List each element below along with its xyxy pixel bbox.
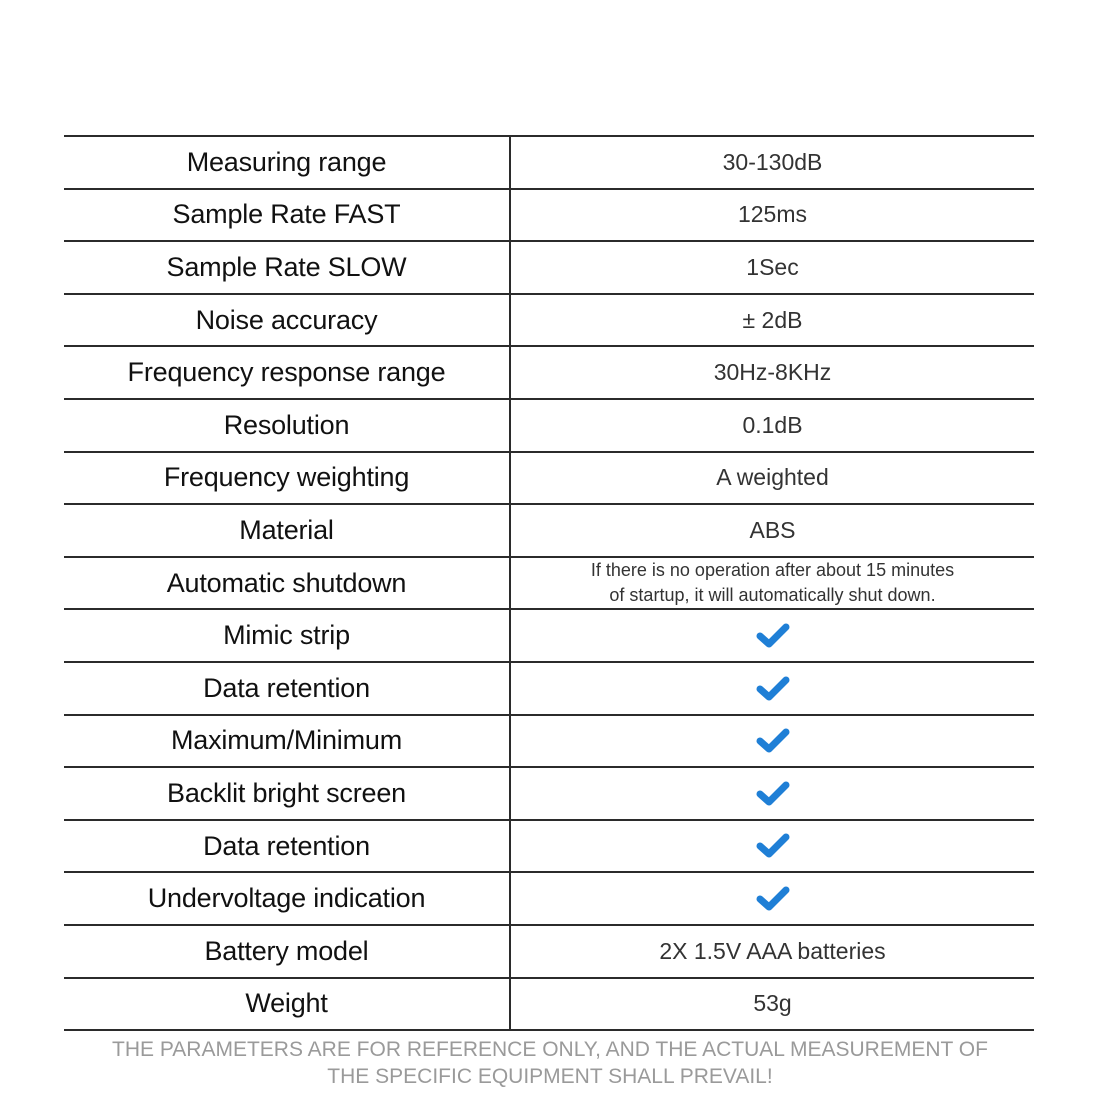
spec-label: Mimic strip: [64, 609, 510, 662]
spec-value: 2X 1.5V AAA batteries: [510, 925, 1034, 978]
spec-label: Backlit bright screen: [64, 767, 510, 820]
spec-label: Sample Rate SLOW: [64, 241, 510, 294]
spec-value: [510, 662, 1034, 715]
spec-value: ± 2dB: [510, 294, 1034, 347]
spec-row-maximum-minimum: [64, 715, 1034, 768]
spec-label: Undervoltage indication: [64, 872, 510, 925]
spec-value: 30-130dB: [510, 136, 1034, 189]
spec-value: [510, 820, 1034, 873]
spec-value: [510, 609, 1034, 662]
spec-label: Frequency weighting: [64, 452, 510, 505]
disclaimer-line: THE PARAMETERS ARE FOR REFERENCE ONLY, AND THE ACTUAL MEASUREMENT OF: [112, 1038, 988, 1061]
disclaimer-line: THE SPECIFIC EQUIPMENT SHALL PREVAIL!: [327, 1065, 773, 1088]
spec-label: Maximum/Minimum: [64, 715, 510, 768]
spec-value: [510, 557, 1034, 610]
spec-row-resolution: [64, 399, 1034, 452]
spec-label: Battery model: [64, 925, 510, 978]
spec-value: 53g: [510, 978, 1034, 1031]
spec-row-battery-model: [64, 925, 1034, 978]
checkmark-icon: [755, 885, 791, 913]
spec-row-backlit-bright-screen: [64, 767, 1034, 820]
checkmark-icon: [755, 675, 791, 703]
checkmark-icon: [755, 832, 791, 860]
spec-row-frequency-weighting: [64, 452, 1034, 505]
spec-table: [64, 135, 1034, 1031]
spec-label: Frequency response range: [64, 346, 510, 399]
spec-label: Resolution: [64, 399, 510, 452]
checkmark-icon: [755, 727, 791, 755]
spec-value: ABS: [510, 504, 1034, 557]
spec-row-sample-rate-slow: [64, 241, 1034, 294]
spec-row-measuring-range: [64, 136, 1034, 189]
spec-label: Sample Rate FAST: [64, 189, 510, 242]
spec-row-automatic-shutdown: [64, 557, 1034, 610]
spec-label: Data retention: [64, 662, 510, 715]
checkmark-icon: [755, 622, 791, 650]
spec-value: 1Sec: [510, 241, 1034, 294]
spec-label: Automatic shutdown: [64, 557, 510, 610]
spec-value: 125ms: [510, 189, 1034, 242]
spec-value: 0.1dB: [510, 399, 1034, 452]
spec-label: Measuring range: [64, 136, 510, 189]
spec-row-frequency-response-range: [64, 346, 1034, 399]
checkmark-icon: [755, 780, 791, 808]
spec-value: [510, 767, 1034, 820]
spec-label: Material: [64, 504, 510, 557]
spec-label: Weight: [64, 978, 510, 1031]
spec-label: Noise accuracy: [64, 294, 510, 347]
spec-row-data-retention-2: [64, 820, 1034, 873]
spec-label: Data retention: [64, 820, 510, 873]
spec-value: [510, 715, 1034, 768]
spec-row-mimic-strip: [64, 609, 1034, 662]
spec-row-data-retention: [64, 662, 1034, 715]
disclaimer-note: [60, 1036, 1040, 1090]
spec-row-sample-rate-fast: [64, 189, 1034, 242]
spec-row-undervoltage-indication: [64, 872, 1034, 925]
spec-value: [510, 872, 1034, 925]
spec-row-material: [64, 504, 1034, 557]
spec-value-line: If there is no operation after about 15 minutes: [590, 560, 955, 581]
spec-row-noise-accuracy: [64, 294, 1034, 347]
spec-row-weight: [64, 978, 1034, 1031]
spec-value-line: of startup, it will automatically shut down.: [609, 585, 936, 606]
spec-value: A weighted: [510, 452, 1034, 505]
spec-value: 30Hz-8KHz: [510, 346, 1034, 399]
